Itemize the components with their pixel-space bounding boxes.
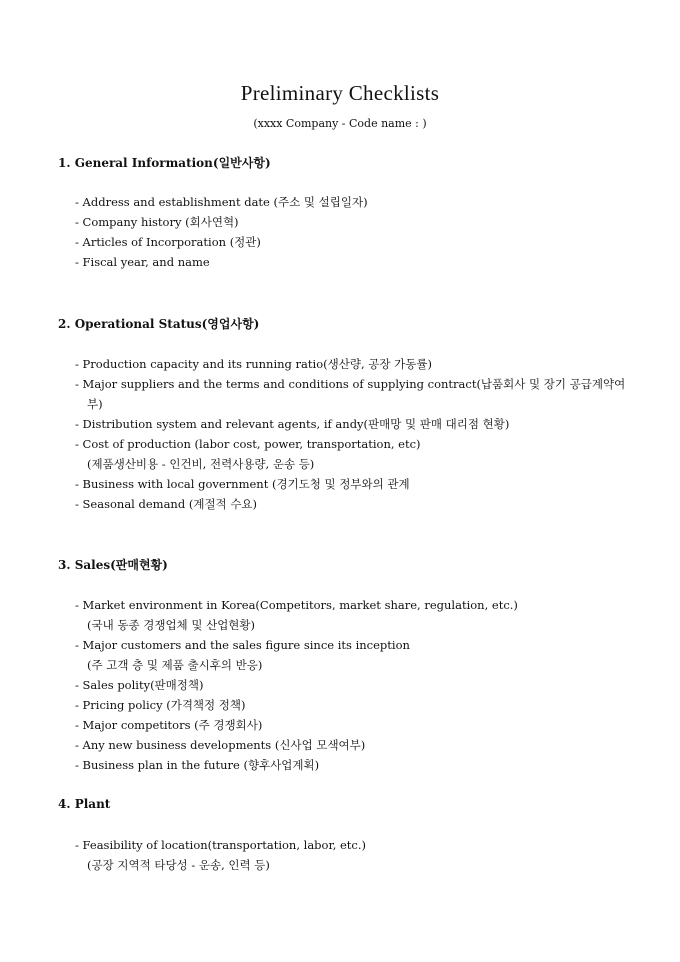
list-item — [75, 434, 635, 474]
list-item-text: - Major competitors (주 경쟁회사) — [75, 718, 263, 732]
list-item-text: - Sales polity(판매정책) — [75, 678, 204, 692]
list-item-subtext: (공장 지역적 타당성 - 운송, 인력 등) — [87, 858, 270, 872]
list-item — [75, 192, 635, 212]
list-item — [75, 635, 635, 675]
list-item-text: - Market environment in Korea(Competitors, market share, regulation, etc.) — [75, 598, 518, 612]
list-item — [75, 675, 635, 695]
list-item-text: - Company history (회사연혁) — [75, 215, 239, 229]
list-item — [75, 695, 635, 715]
document-title: Preliminary Checklists — [240, 81, 440, 105]
list-item — [75, 374, 635, 414]
list-item-text: - Major customers and the sales figure since its inception — [75, 638, 410, 652]
list-item — [75, 715, 635, 735]
list-item-text: - Business plan in the future (향후사업계획) — [75, 758, 320, 772]
list-item-subtext: (국내 동종 경쟁업체 및 산업현황) — [87, 618, 256, 632]
list-item — [75, 232, 635, 252]
list-item-text: - Business with local government (경기도청 및 정부와의 관계 — [75, 477, 410, 491]
list-item — [75, 354, 635, 374]
list-item — [75, 474, 635, 494]
section-list-general-information — [75, 192, 635, 272]
section-heading-sales: 3. Sales(판매현황) — [58, 558, 168, 572]
list-item — [75, 835, 635, 875]
section-heading-general-information: 1. General Information(일반사항) — [58, 156, 271, 170]
list-item-text: - Major suppliers and the terms and conditions of supplying contract(납품회사 및 장기 공급계약여부) — [75, 377, 626, 411]
section-list-plant — [75, 835, 635, 875]
list-item-text: - Fiscal year, and name — [75, 255, 210, 269]
list-item-subtext: (제품생산비용 - 인건비, 전력사용량, 운송 등) — [87, 457, 315, 471]
list-item — [75, 212, 635, 232]
section-list-operational-status — [75, 354, 635, 514]
list-item-text: - Production capacity and its running ratio(생산량, 공장 가동률) — [75, 357, 432, 371]
document-subtitle: (xxxx Company - Code name : ) — [253, 117, 427, 130]
list-item-subtext: (주 고객 층 및 제품 출시후의 반응) — [87, 658, 263, 672]
list-item-text: - Address and establishment date (주소 및 설립일자) — [75, 195, 368, 209]
section-heading-plant: 4. Plant — [58, 797, 111, 811]
list-item-text: - Cost of production (labor cost, power, transportation, etc) — [75, 437, 421, 451]
list-item-text: - Any new business developments (신사업 모색여부) — [75, 738, 366, 752]
list-item-text: - Distribution system and relevant agents, if andy(판매망 및 판매 대리점 현황) — [75, 417, 510, 431]
list-item-text: - Pricing policy (가격책정 정책) — [75, 698, 246, 712]
section-heading-operational-status: 2. Operational Status(영업사항) — [58, 317, 260, 331]
list-item — [75, 414, 635, 434]
list-item — [75, 494, 635, 514]
list-item — [75, 595, 635, 635]
list-item — [75, 755, 635, 775]
list-item-text: - Articles of Incorporation (정관) — [75, 235, 261, 249]
list-item-text: - Seasonal demand (계절적 수요) — [75, 497, 258, 511]
section-list-sales — [75, 595, 635, 775]
list-item-text: - Feasibility of location(transportation, labor, etc.) — [75, 838, 367, 852]
list-item — [75, 252, 635, 272]
list-item — [75, 735, 635, 755]
